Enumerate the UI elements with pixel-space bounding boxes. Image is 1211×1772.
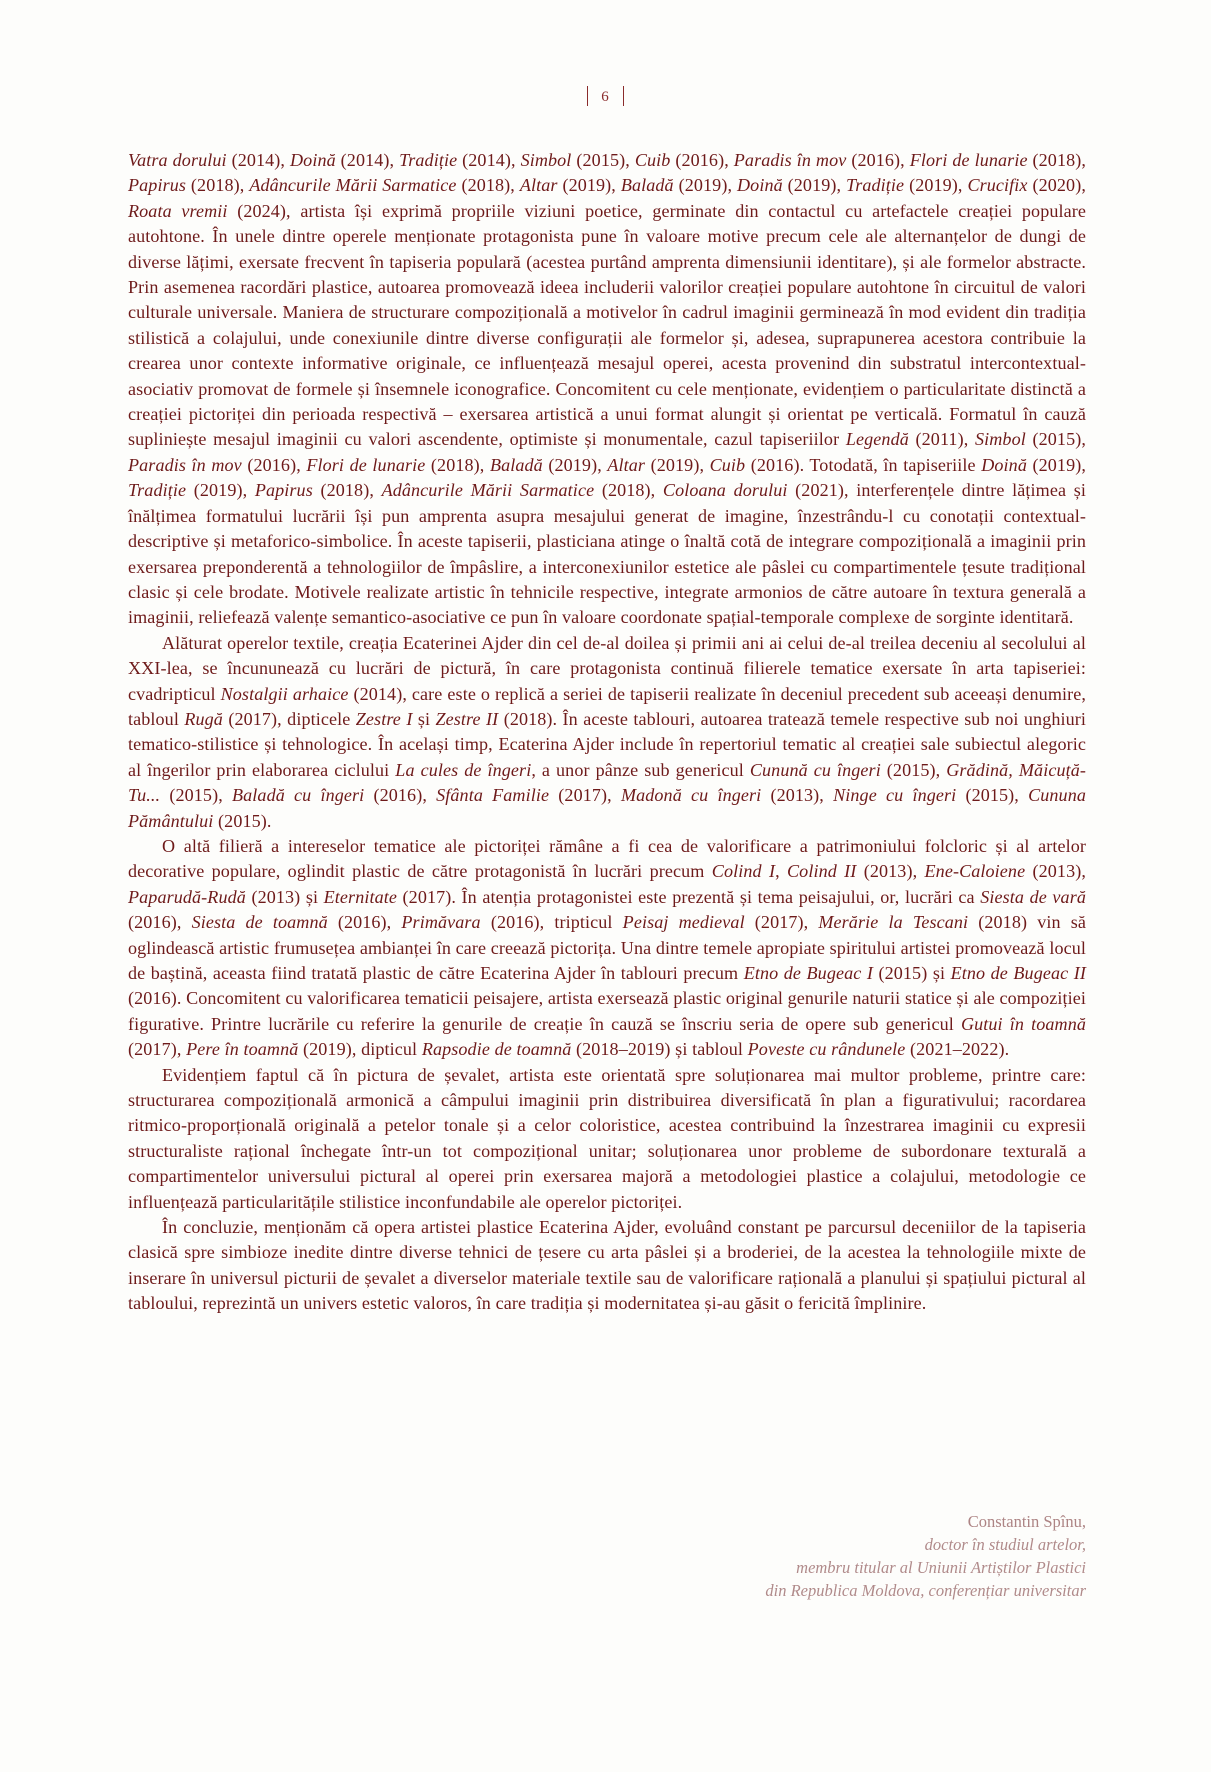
- text-run: (2015).: [213, 810, 272, 831]
- author-colophon: [128, 1510, 1086, 1602]
- text-run: (2015) și: [873, 963, 951, 983]
- text-run: (2019), dipticul: [298, 1039, 422, 1060]
- artwork-title: Paradis în mov: [733, 150, 847, 170]
- text-run: (2017), dipticele: [222, 708, 356, 729]
- artwork-title: Simbol: [974, 429, 1026, 450]
- text-run: (2018),: [312, 480, 382, 501]
- artwork-title: Peisaj medieval: [622, 912, 745, 933]
- author-title-line-2: membru titular al Uniunii Artiștilor Plastici: [796, 1558, 1086, 1577]
- artwork-title: Tradiție: [399, 150, 458, 170]
- text-run: (2016), tripticul: [480, 912, 623, 933]
- artwork-title: Eternitate: [323, 886, 397, 907]
- text-run: (2015),: [571, 150, 635, 170]
- page-number: 6: [601, 89, 610, 105]
- text-run: (2014),: [457, 150, 521, 170]
- text-run: (2019),: [782, 175, 847, 196]
- text-run: (2020),: [1027, 175, 1086, 196]
- text-run: (2016),: [364, 785, 437, 806]
- text-run: (2018–2019) și tabloul: [571, 1039, 748, 1060]
- text-run: (2019),: [542, 454, 608, 475]
- body-paragraph: [128, 1215, 1086, 1317]
- text-run: (2021–2022).: [905, 1039, 1010, 1060]
- text-run: (2019),: [673, 175, 737, 196]
- text-run: (2019),: [1026, 454, 1086, 475]
- artwork-title: Doină: [737, 175, 783, 196]
- text-run: (2013),: [761, 785, 834, 806]
- text-run: (2014), care este o replică a seriei de tapiserii realizate în deceniul precedent sub aceeași denumire, tabloul: [128, 683, 1086, 729]
- page-number-rule-right: [623, 86, 624, 106]
- artwork-title: Doină: [981, 454, 1027, 475]
- artwork-title: Primăvara: [401, 912, 481, 933]
- text-run: (2016). Totodată, în tapiseriile: [745, 454, 982, 475]
- author-title-line-1: doctor în studiul artelor,: [924, 1535, 1086, 1554]
- text-run: (2021), interferențele dintre lățimea și înălțimea formatului lucrării își pun amprenta asupra mesajului generat de imagine, înzestrându-l cu conotații contextual-descriptive și metaforico-simbolice. În aceste tapiserii, plasticiana atinge o înaltă cotă de integrare compozițională a imaginii prin exersarea preponderentă a tehnologiilor de împâslire, a interconexiunilor estetice ale pâslei cu compartimentele țesute tradițional clasic și cele brodate. Motivele realizate artistic în tehnicile respective, integrate armonios de către autoare în textura generală a imaginii, reliefează valențe semantico-asociative ce pun în valoare coordonate spațial-temporale complexe de sorginte identitară.: [128, 480, 1086, 628]
- artwork-title: Rapsodie de toamnă: [421, 1039, 572, 1060]
- artwork-title: Papirus: [128, 175, 187, 196]
- author-title-line-3: din Republica Moldova, conferențiar universitar: [765, 1581, 1086, 1600]
- artwork-title: Pere în toamnă: [186, 1039, 299, 1060]
- text-run: (2018). În aceste tablouri, autoarea tratează temele respective sub noi unghiuri tematico-stilistice și tehnologice. În același timp, Ecaterina Ajder include în repertoriul tematic al creației sale subiectul alegoric al îngerilor prin elaborarea ciclului: [128, 708, 1087, 780]
- text-run: ,: [775, 861, 788, 882]
- text-run: (2013),: [856, 861, 925, 882]
- artwork-title: La cules de îngeri: [395, 759, 532, 780]
- body-paragraph: [128, 834, 1086, 1063]
- artwork-title: Altar: [607, 454, 646, 475]
- text-run: (2018) vin să oglindească artistic frumusețea ambianței în care creează pictorița. Una dintre temele apropiate spiritului artistei promovează locul de baștină, aceasta fiind tratată plastic de către Ecaterina Ajder în tablouri precum: [128, 912, 1086, 983]
- artwork-title: Ene-Caloiene: [924, 861, 1026, 882]
- text-run: (2016),: [241, 454, 307, 475]
- artwork-title: Papirus: [254, 480, 313, 501]
- text-run: (2024), artista își exprimă propriile viziuni poetice, germinate din contactul cu artefactele creației populare autohtone. În unele dintre operele menționate protagonista pune în valoare motive precum cele ale alternanțelor de dungi de diverse lățimi, exersate frecvent în tapiseria populară (acestea purtând amprenta dimensiunii identitare), și ale formelor abstracte. Prin asemenea racordări plastice, autoarea promovează ideea includerii valorilor creației populare autohtone în circuitul de valori culturale universale. Maniera de structurare compozițională a motivelor în cadrul imaginii germinează în mod evident din tradiția stilistică a colajului, unde conexiunile dintre diverse configurații ale formelor și, adesea, suprapunerea acestora contribuie la crearea unor contexte informative originale, ce influențează mesajul operei, acesta provenind din substratul intercontextual-asociativ promovat de formele și însemnele iconografice. Concomitent cu cele menționate, evidențiem o particularitate distinctă a creației pictoriței din perioada respectivă – exersarea artistică a unui format alungit și orientat pe verticală. Formatul în cauză supliniește mesajul imaginii cu valori ascendente, optimiste și monumentale, cazul tapiseriilor: [128, 200, 1086, 450]
- artwork-title: Siesta de toamnă: [191, 912, 328, 933]
- artwork-title: Rugă: [184, 708, 223, 729]
- artwork-title: Cununa Pământului: [128, 785, 1086, 831]
- artwork-title: Ninge cu îngeri: [833, 785, 957, 806]
- text-run: și: [412, 708, 436, 729]
- text-run: În concluzie, menționăm că opera artistei plastice Ecaterina Ajder, evoluând constant pe parcursul deceniilor de la tapiseria clasică spre simbioze inedite dintre diverse tehnici de țesere cu arta pâslei și a broderiei, de la acestea la tehnologiile mixte de inserare în universul picturii de șevalet a diverselor materiale textile sau de valorificare rațională a planului și spațiului pictural al tabloului, reprezintă un univers estetic valoros, în care tradiția și modernitatea și-au găsit o fericită împlinire.: [128, 1217, 1086, 1314]
- artwork-title: Tradiție: [846, 175, 905, 196]
- text-run: (2017). În atenția protagonistei este prezentă și tema peisajului, or, lucrări ca: [397, 886, 981, 907]
- artwork-title: Altar: [519, 175, 558, 196]
- artwork-title: Cunună cu îngeri: [749, 759, 881, 780]
- text-run: (2016). Concomitent cu valorificarea tematicii peisajere, artista exersează plastic original genurile naturii statice și ale compoziției figurative. Printre lucrările cu referire la genurile de creație în cauză se înscriu seria de opere sub genericul: [128, 988, 1086, 1034]
- text-run: (2017),: [744, 912, 819, 933]
- artwork-title: Paparudă-Rudă: [128, 886, 246, 907]
- artwork-title: Nostalgii arhaice: [220, 683, 349, 704]
- text-run: (2019),: [904, 175, 968, 196]
- text-run: (2016),: [670, 150, 734, 170]
- text-run: (2014),: [226, 150, 290, 170]
- artwork-title: Vatra dorului: [128, 150, 227, 170]
- text-run: (2015),: [1025, 429, 1086, 450]
- artwork-title: Poveste cu rândunele: [747, 1039, 906, 1060]
- page-header: [0, 86, 1211, 106]
- text-run: (2016),: [327, 912, 402, 933]
- text-run: Alăturat operelor textile, creația Ecaterinei Ajder din cel de-al doilea și primii ani ai celui de-al treilea deceniu al secolului al XXI-lea, se încununează cu lucrări de pictură, în care protagonista continuă filierele tematice exersate în arta tapiseriei: cvadripticul: [128, 632, 1086, 704]
- artwork-title: Colind II: [787, 861, 857, 882]
- text-run: (2015),: [880, 759, 947, 780]
- text-run: (2018),: [456, 175, 520, 196]
- artwork-title: Madonă cu îngeri: [620, 785, 762, 806]
- page-number-rule-left: [587, 86, 588, 106]
- artwork-title: Legendă: [845, 429, 909, 450]
- text-run: , a unor pânze sub genericul: [531, 759, 750, 780]
- artwork-title: Coloana dorului: [662, 480, 788, 501]
- artwork-title: Baladă: [620, 175, 674, 196]
- text-run: (2017),: [128, 1039, 187, 1060]
- text-run: (2015),: [956, 785, 1029, 806]
- artwork-title: Colind I: [711, 861, 776, 882]
- artwork-title: Zestre I: [355, 708, 413, 729]
- artwork-title: Crucifix: [967, 175, 1028, 196]
- body-paragraph: [128, 631, 1086, 834]
- text-run: (2014),: [335, 150, 400, 170]
- text-run: (2018),: [1027, 150, 1087, 170]
- artwork-title: Sfânta Familie: [436, 785, 550, 806]
- artwork-title: Roata vremii: [128, 200, 228, 221]
- artwork-title: Cuib: [709, 454, 746, 475]
- artwork-title: Grădină, Măicuță-Tu...: [128, 759, 1086, 806]
- text-run: (2019),: [186, 480, 255, 501]
- artwork-title: Cuib: [634, 150, 671, 170]
- body-paragraph: [128, 1063, 1086, 1215]
- author-name: Constantin Spînu,: [967, 1512, 1086, 1531]
- text-run: (2018),: [594, 480, 663, 501]
- text-run: (2011),: [908, 429, 975, 450]
- artwork-title: Siesta de vară: [980, 886, 1086, 907]
- artwork-title: Flori de lunarie: [909, 150, 1028, 170]
- text-run: (2018),: [186, 175, 250, 196]
- text-run: O altă filieră a intereselor tematice ale pictoriței rămâne a fi cea de valorificare a patrimoniului folcloric și al artelor decorative populare, oglindit plastic de către protagonistă în lucrări precum: [128, 835, 1086, 882]
- artwork-title: Tradiție: [128, 480, 187, 501]
- artwork-title: Gutui în toamnă: [960, 1013, 1086, 1034]
- artwork-title: Merărie la Tescani: [818, 912, 969, 933]
- text-run: (2017),: [549, 785, 621, 806]
- artwork-title: Flori de lunarie: [306, 454, 426, 475]
- article-body: [128, 148, 1086, 1317]
- text-run: (2016),: [846, 150, 910, 170]
- artwork-title: Etno de Bugeac I: [743, 963, 873, 983]
- text-run: (2019),: [645, 454, 710, 475]
- text-run: (2013),: [1025, 861, 1086, 882]
- text-run: (2019),: [557, 175, 621, 196]
- artwork-title: Baladă: [489, 454, 543, 475]
- body-paragraph: [128, 148, 1086, 631]
- artwork-title: Baladă cu îngeri: [232, 785, 365, 806]
- artwork-title: Paradis în mov: [128, 454, 242, 475]
- artwork-title: Simbol: [520, 150, 572, 170]
- artwork-title: Zestre II: [435, 708, 499, 729]
- text-run: (2018),: [425, 454, 490, 475]
- artwork-title: Adâncurile Mării Sarmatice: [381, 480, 595, 501]
- artwork-title: Adâncurile Mării Sarmatice: [249, 175, 457, 196]
- artwork-title: Doină: [290, 150, 336, 170]
- text-run: (2016),: [128, 912, 192, 933]
- paragraph-list: [128, 148, 1086, 1317]
- text-run: (2013) și: [245, 886, 324, 907]
- artwork-title: Etno de Bugeac II: [950, 963, 1087, 983]
- text-run: Evidențiem faptul că în pictura de șevalet, artista este orientată spre soluționarea mai multor probleme, printre care: structurarea compozițională armonică a câmpului imaginii prin distribuirea diversificată în plan a figurativului; racordarea ritmico-proporțională originală a petelor tonale și a celor coloristice, acestea contribuind la înzestrarea imaginii cu expresii structuraliste rațional închegate într-un tot compozițional unitar; soluționarea unor probleme de subordonare texturală a compartimentelor universului pictural al operei prin exersarea majoră a metodologiei plastice a colajului, metodologie ce influențează particularitățile stilistice inconfundabile ale operelor pictoriței.: [128, 1064, 1086, 1212]
- text-run: (2015),: [160, 785, 232, 806]
